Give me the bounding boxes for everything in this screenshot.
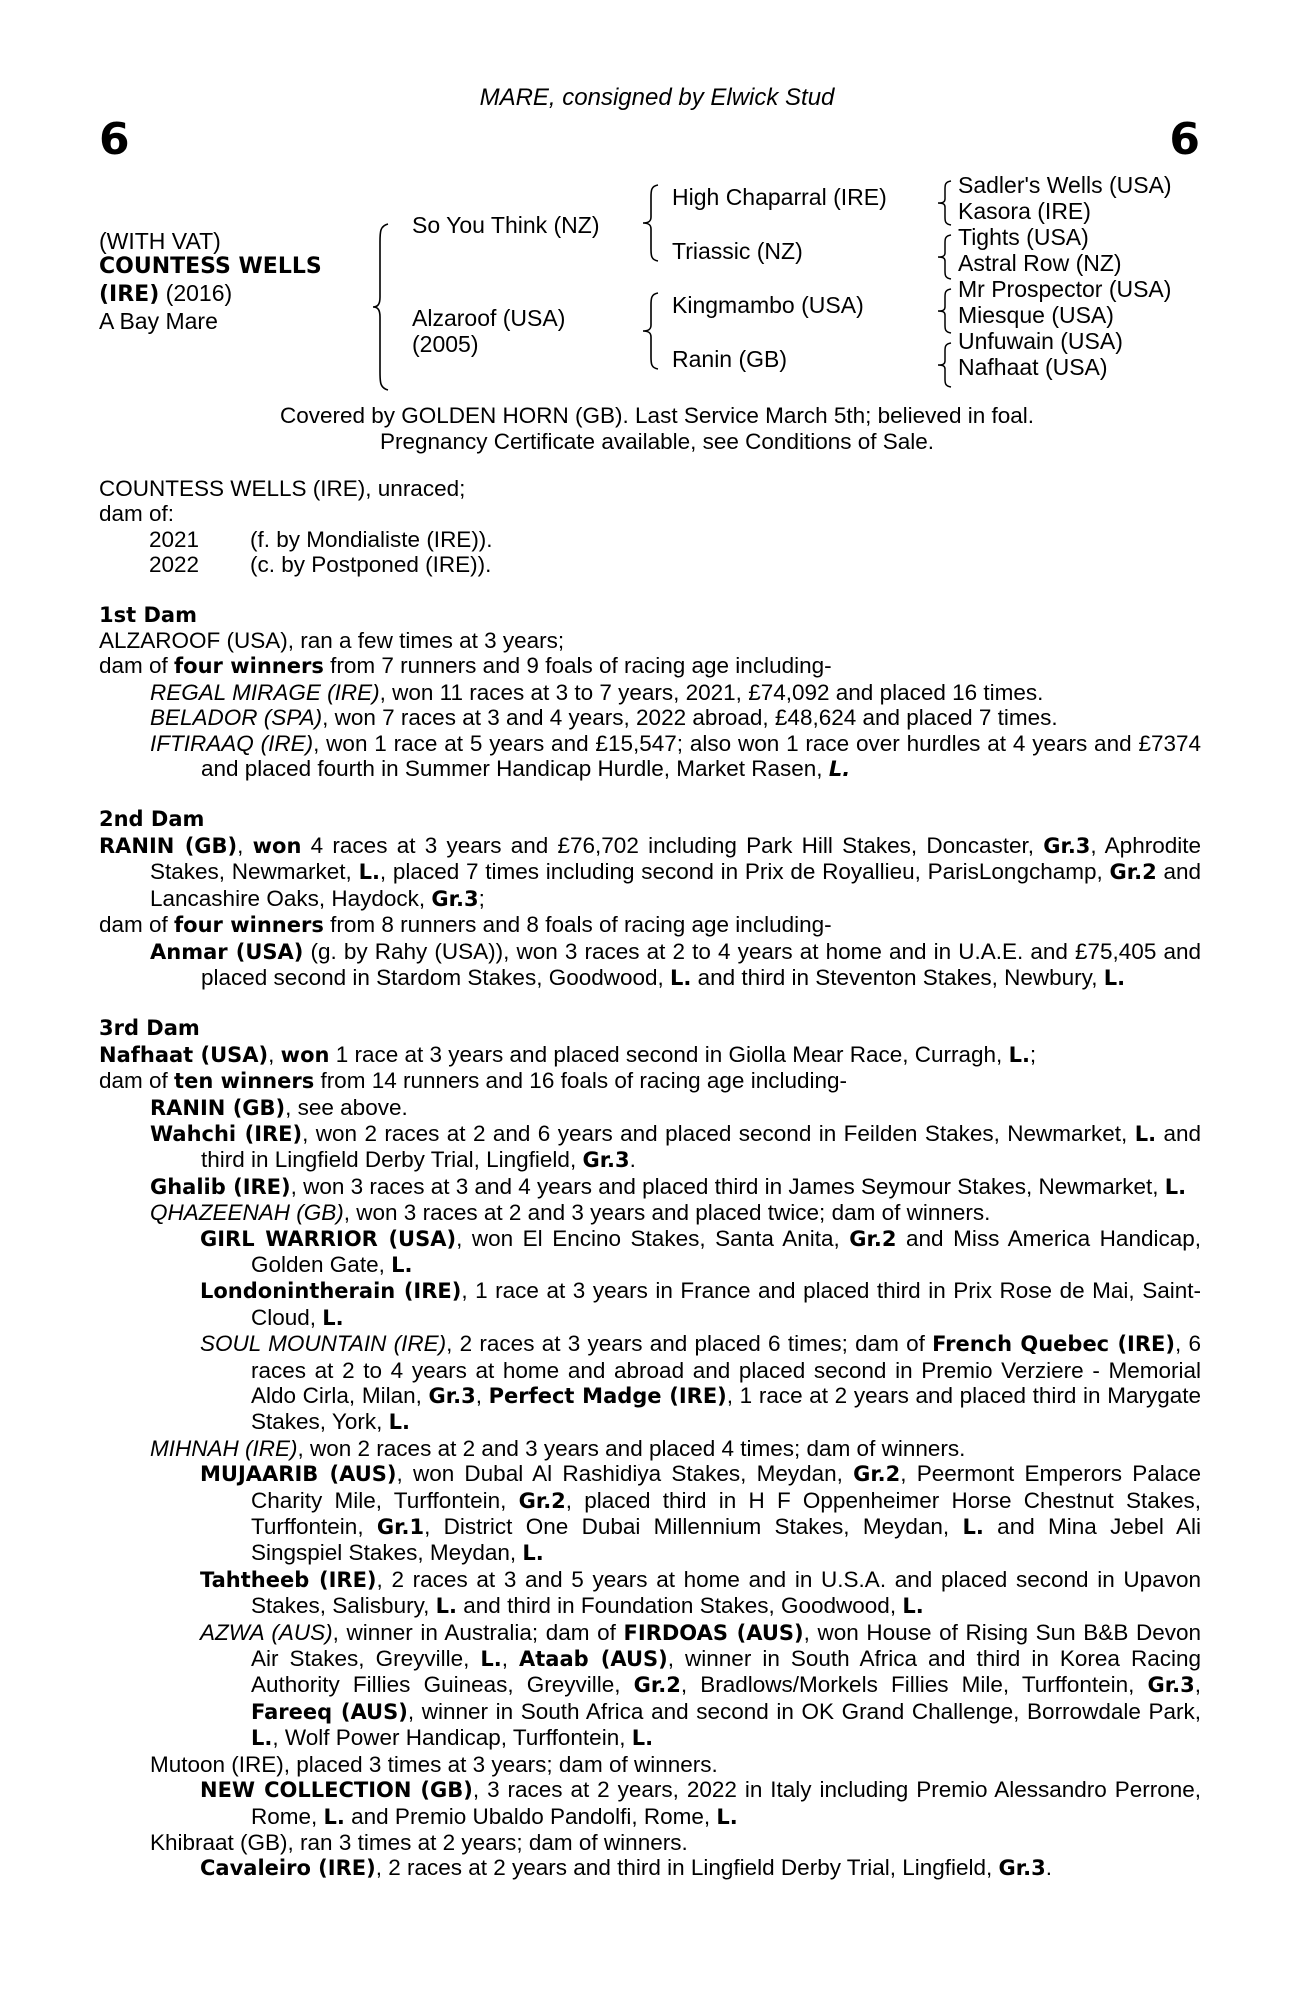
text-run: ;	[478, 885, 485, 911]
text-run: and Mina Jebel Ali Singspiel Stakes, Meydan,	[251, 1514, 1201, 1566]
produce-entry	[150, 939, 1201, 992]
text-run: dam of	[99, 653, 175, 679]
bold-text: L.	[251, 1726, 273, 1751]
covering-line-1: Covered by GOLDEN HORN (GB). Last Service March 5th; believed in foal.	[279, 403, 1035, 428]
produce-entry	[150, 680, 1201, 705]
brace-gen1	[370, 222, 392, 392]
text-run: Khibraat (GB), ran 3 times at 2 years; dam of winners.	[150, 1829, 688, 1855]
pedigree-dam	[412, 305, 565, 357]
italic-text: AZWA (AUS)	[200, 1619, 333, 1645]
bold-text: NEW COLLECTION (GB)	[200, 1778, 473, 1803]
produce-record	[99, 476, 1201, 1882]
italic-text: IFTIRAAQ (IRE)	[150, 730, 314, 756]
bold-text: ten winners	[174, 1069, 315, 1094]
text-run: and third in Foundation Stakes, Goodwood,	[457, 1593, 903, 1619]
text-run: , winner in Australia; dam of	[332, 1619, 624, 1645]
dam-section	[99, 603, 1201, 783]
italic-text: BELADOR (SPA)	[150, 705, 323, 731]
brace-gen3-4	[936, 341, 954, 389]
text-run: , won 11 races at 3 to 7 years, 2021, £74,092 and placed 16 times.	[379, 679, 1044, 705]
text-run: , 2 races at 3 years and placed 6 times; dam of	[446, 1331, 933, 1357]
bold-text: Cavaleiro (IRE)	[200, 1856, 376, 1881]
section-heading: 3rd Dam	[99, 1016, 200, 1041]
produce-entry	[150, 705, 1201, 730]
bold-text: Londonintherain (IRE)	[200, 1279, 462, 1304]
text-run: , won 3 races at 2 and 3 years and placed twice; dam of winners.	[343, 1200, 991, 1226]
produce-entry	[200, 1226, 1201, 1279]
bold-text: Gr.2	[849, 1226, 897, 1251]
pedigree-sire-sire: High Chaparral (IRE)	[672, 184, 887, 210]
bold-text: Gr.3	[582, 1148, 630, 1173]
italic-text: MIHNAH (IRE)	[150, 1435, 298, 1461]
text-run: , 1 race at 3 years in France and placed third in Prix Rose de Mai, Saint-Cloud,	[251, 1278, 1201, 1330]
produce-text: (c. by Postponed (IRE)).	[250, 552, 492, 578]
bold-text: Gr.3	[998, 1856, 1046, 1881]
bold-text: L.	[323, 1804, 345, 1829]
text-run: and third in Steventon Stakes, Newbury,	[691, 964, 1104, 990]
text-run: .	[629, 1147, 636, 1173]
text-run: (g. by Rahy (USA)), won 3 races at 2 to 4 years at home and in U.A.E. and £75,405 and placed second in Stardom Stakes, Goodwood,	[201, 938, 1201, 990]
produce-entry	[200, 1331, 1201, 1436]
bold-text: MUJAARIB (AUS)	[200, 1462, 397, 1487]
produce-entry	[150, 1752, 1201, 1777]
bold-text: L.	[962, 1515, 984, 1540]
dam-year: (2005)	[412, 331, 479, 357]
horse-description: A Bay Mare	[99, 308, 218, 334]
bold-text: won	[252, 833, 302, 858]
bold-text: L.	[1164, 1174, 1187, 1199]
bold-text: L.	[631, 1726, 654, 1751]
vat-note: (WITH VAT)	[99, 228, 221, 254]
bold-text: Ataab (AUS)	[519, 1647, 668, 1672]
brace-gen3-1	[936, 179, 954, 227]
bold-text: Tahtheeb (IRE)	[200, 1567, 377, 1592]
bold-text: L.	[1103, 965, 1126, 990]
text-run: from 14 runners and 16 foals of racing age including-	[314, 1068, 848, 1094]
gen3-ancestor: Sadler's Wells (USA)	[958, 172, 1172, 198]
text-run: and Lancashire Oaks, Haydock,	[150, 859, 1201, 911]
italic-text: QHAZEENAH (GB)	[150, 1200, 344, 1226]
text-run: , won El Encino Stakes, Santa Anita,	[456, 1225, 850, 1251]
bold-text: Perfect Madge (IRE)	[488, 1384, 727, 1408]
bold-text: L.	[716, 1804, 738, 1829]
text-run: , winner in South Africa and third in Korea Racing Authority Fillies Guineas, Greyville,	[251, 1646, 1201, 1698]
pedigree-dam-sire: Kingmambo (USA)	[672, 292, 864, 318]
bold-text: Gr.2	[518, 1488, 566, 1513]
text-run: dam of	[99, 912, 175, 938]
produce-entry	[150, 731, 1201, 783]
dam-entry	[99, 912, 1201, 938]
dam-section	[99, 1016, 1201, 1881]
bold-text: Gr.2	[633, 1673, 681, 1698]
text-run: , placed 7 times including second in Prix de Royallieu, ParisLongchamp,	[379, 859, 1110, 885]
horse-country: (IRE)	[99, 282, 160, 307]
bold-text: Nafhaat (USA)	[99, 1042, 269, 1067]
produce-entry	[150, 1121, 1201, 1174]
italic-text: REGAL MIRAGE (IRE)	[150, 679, 380, 705]
bold-text: Gr.3	[431, 886, 479, 911]
text-run: , 3 races at 2 years, 2022 in Italy including Premio Alessandro Perrone, Rome,	[251, 1777, 1201, 1829]
text-run: , 6 races at 2 to 4 years at home and abroad and placed second in Premio Verziere - Memorial Aldo Cirla, Milan,	[251, 1331, 1201, 1408]
produce-entry	[150, 1095, 1201, 1121]
pedigree-gen3	[958, 172, 1172, 380]
bold-text: Gr.3	[428, 1384, 476, 1408]
text-run: 1 race at 3 years and placed second in Giolla Mear Race, Curragh,	[329, 1041, 1009, 1067]
produce-year: 2022	[149, 552, 200, 578]
text-run: ALZAROOF (USA), ran a few times at 3 years;	[99, 628, 565, 654]
text-run: , won 2 races at 2 and 3 years and placed 4 times; dam of winners.	[297, 1435, 966, 1461]
dam-section	[99, 807, 1201, 991]
covering-note	[0, 403, 1314, 454]
bold-text: L.	[1134, 1121, 1157, 1146]
bold-text: L.	[828, 757, 851, 782]
produce-item	[99, 552, 1201, 577]
bold-text: FIRDOAS (AUS)	[623, 1620, 804, 1645]
text-run: , 2 races at 2 years and third in Lingfield Derby Trial, Lingfield,	[375, 1855, 999, 1881]
brace-gen2-sire	[640, 183, 662, 263]
produce-entry	[200, 1461, 1201, 1567]
brace-gen3-3	[936, 287, 954, 335]
section-heading: 2nd Dam	[99, 807, 205, 832]
bold-text: Gr.1	[376, 1515, 425, 1540]
bold-text: L.	[388, 1410, 410, 1435]
text-run: ,	[237, 832, 253, 858]
bold-text: Ghalib (IRE)	[150, 1174, 291, 1199]
text-run: from 8 runners and 8 foals of racing age including-	[323, 912, 832, 938]
bold-text: L.	[522, 1541, 544, 1566]
bold-text: RANIN (GB)	[150, 1095, 286, 1120]
gen3-ancestor: Kasora (IRE)	[958, 198, 1091, 224]
text-run: , 2 races at 3 and 5 years at home and in U.S.A. and placed second in Upavon Stakes, Salisbury,	[251, 1566, 1201, 1619]
dam-entry	[99, 653, 1201, 679]
bold-text: won	[280, 1042, 330, 1067]
bold-text: four winners	[174, 654, 324, 679]
pedigree-table	[0, 172, 1314, 393]
text-run: , won Dubal Al Rashidiya Stakes, Meydan,	[396, 1461, 854, 1487]
horse-year: (2016)	[165, 280, 233, 306]
brace-gen2-dam	[640, 291, 662, 371]
gen3-ancestor: Astral Row (NZ)	[958, 250, 1122, 276]
text-run: , won House of Rising Sun B&B Devon Air Stakes, Greyville,	[251, 1619, 1201, 1672]
pedigree-sire: So You Think (NZ)	[412, 212, 600, 238]
text-run: , won 3 races at 3 and 4 years and placed third in James Seymour Stakes, Newmarket,	[290, 1173, 1165, 1199]
produce-entry	[200, 1855, 1201, 1881]
bold-text: Fareeq (AUS)	[251, 1699, 408, 1724]
text-run: , won 1 race at 5 years and £15,547; also won 1 race over hurdles at 4 years and £7374 and placed fourth in Summer Handicap Hurdle, Market Rasen,	[201, 730, 1202, 782]
bold-text: L.	[902, 1594, 924, 1619]
dam-name: Alzaroof (USA)	[412, 305, 566, 331]
section-heading: 1st Dam	[99, 602, 197, 627]
lot-number-right: 6	[1169, 114, 1200, 165]
bold-text: L.	[322, 1305, 344, 1330]
bold-text: RANIN (GB)	[99, 833, 238, 858]
bold-text: L.	[391, 1252, 413, 1277]
text-run: , Peermont Emperors Palace Charity Mile, Turffontein,	[251, 1461, 1201, 1513]
pedigree-dam-dam: Ranin (GB)	[672, 346, 788, 372]
gen3-ancestor: Unfuwain (USA)	[958, 328, 1123, 354]
text-run: , see above.	[285, 1094, 408, 1120]
italic-text: SOUL MOUNTAIN (IRE)	[200, 1331, 447, 1357]
bold-text: Anmar (USA)	[150, 939, 304, 964]
bold-text: L.	[670, 965, 692, 990]
produce-entry	[200, 1278, 1201, 1331]
text-run: , won 7 races at 3 and 4 years, 2022 abroad, £48,624 and placed 7 times.	[322, 705, 1058, 731]
bold-text: Gr.3	[1043, 833, 1091, 858]
text-run: .	[1045, 1855, 1052, 1881]
text-run: from 7 runners and 9 foals of racing age including-	[323, 653, 832, 679]
produce-entry	[200, 1567, 1201, 1620]
text-run: , Wolf Power Handicap, Turffontein,	[272, 1725, 632, 1751]
pedigree-subject	[99, 228, 322, 334]
text-run: , 1 race at 2 years and placed third in Marygate Stakes, York,	[251, 1383, 1201, 1435]
text-run: ;	[1029, 1041, 1037, 1067]
gen3-ancestor: Nafhaat (USA)	[958, 354, 1108, 380]
bold-text: L.	[435, 1594, 458, 1619]
lot-number-left: 6	[99, 114, 130, 165]
produce-item	[99, 527, 1201, 552]
produce-entry	[150, 1200, 1201, 1225]
covering-line-2: Pregnancy Certificate available, see Conditions of Sale.	[379, 428, 935, 454]
text-run: ,	[1194, 1672, 1201, 1698]
bold-text: Gr.3	[1147, 1673, 1195, 1698]
produce-text: (f. by Mondialiste (IRE)).	[250, 526, 493, 552]
gen3-ancestor: Miesque (USA)	[958, 302, 1114, 328]
text-run: , won 2 races at 2 and 6 years and placed second in Feilden Stakes, Newmarket,	[302, 1120, 1135, 1146]
text-run: , winner in South Africa and second in OK Grand Challenge, Borrowdale Park,	[407, 1698, 1201, 1724]
text-run: , Bradlows/Morkels Fillies Mile, Turffontein,	[680, 1672, 1148, 1698]
dam-entry	[99, 1042, 1201, 1068]
dam-entry	[99, 833, 1201, 912]
text-run: , placed third in H F Oppenheimer Horse Chestnut Stakes, Turffontein,	[251, 1487, 1202, 1540]
produce-entry	[200, 1620, 1201, 1752]
bold-text: Wahchi (IRE)	[150, 1121, 303, 1146]
bold-text: French Quebec (IRE)	[932, 1332, 1175, 1357]
text-run: , District One Dubai Millennium Stakes, Meydan,	[424, 1514, 963, 1540]
text-run: , Aphrodite Stakes, Newmarket,	[150, 832, 1201, 885]
text-run: ,	[475, 1383, 489, 1408]
produce-dam-of: dam of:	[99, 501, 175, 527]
dam-sections	[99, 603, 1201, 1882]
bold-text: Gr.2	[1109, 860, 1157, 885]
bold-text: L.	[358, 860, 380, 885]
dam-entry	[99, 1068, 1201, 1094]
text-run: and Miss America Handicap, Golden Gate,	[251, 1225, 1201, 1277]
dam-entry	[99, 628, 1201, 653]
consignor-heading: MARE, consigned by Elwick Stud	[479, 84, 835, 111]
produce-entry	[150, 1830, 1201, 1855]
bold-text: four winners	[174, 913, 324, 938]
gen3-ancestor: Mr Prospector (USA)	[958, 276, 1172, 302]
bold-text: Gr.2	[853, 1462, 901, 1487]
bold-text: GIRL WARRIOR (USA)	[200, 1226, 457, 1251]
text-run: Mutoon (IRE), placed 3 times at 3 years; dam of winners.	[150, 1751, 718, 1777]
produce-entry	[150, 1436, 1201, 1461]
bold-text: L.	[480, 1647, 502, 1672]
brace-gen3-2	[936, 233, 954, 281]
text-run: and Premio Ubaldo Pandolfi, Rome,	[344, 1803, 717, 1829]
horse-name: COUNTESS WELLS	[99, 254, 322, 279]
text-run: 4 races at 3 years and £76,702 including Park Hill Stakes, Doncaster,	[301, 832, 1044, 858]
gen3-ancestor: Tights (USA)	[958, 224, 1089, 250]
pedigree-sire-dam: Triassic (NZ)	[672, 238, 803, 264]
bold-text: L.	[1008, 1042, 1030, 1067]
produce-entry	[200, 1777, 1201, 1830]
text-run: ,	[268, 1041, 281, 1067]
text-run: dam of	[99, 1068, 175, 1094]
produce-intro: COUNTESS WELLS (IRE), unraced;	[99, 476, 466, 501]
produce-entry	[150, 1174, 1201, 1200]
text-run: and third in Lingfield Derby Trial, Lingfield,	[201, 1120, 1202, 1173]
produce-year: 2021	[149, 526, 200, 552]
text-run: ,	[501, 1646, 520, 1672]
